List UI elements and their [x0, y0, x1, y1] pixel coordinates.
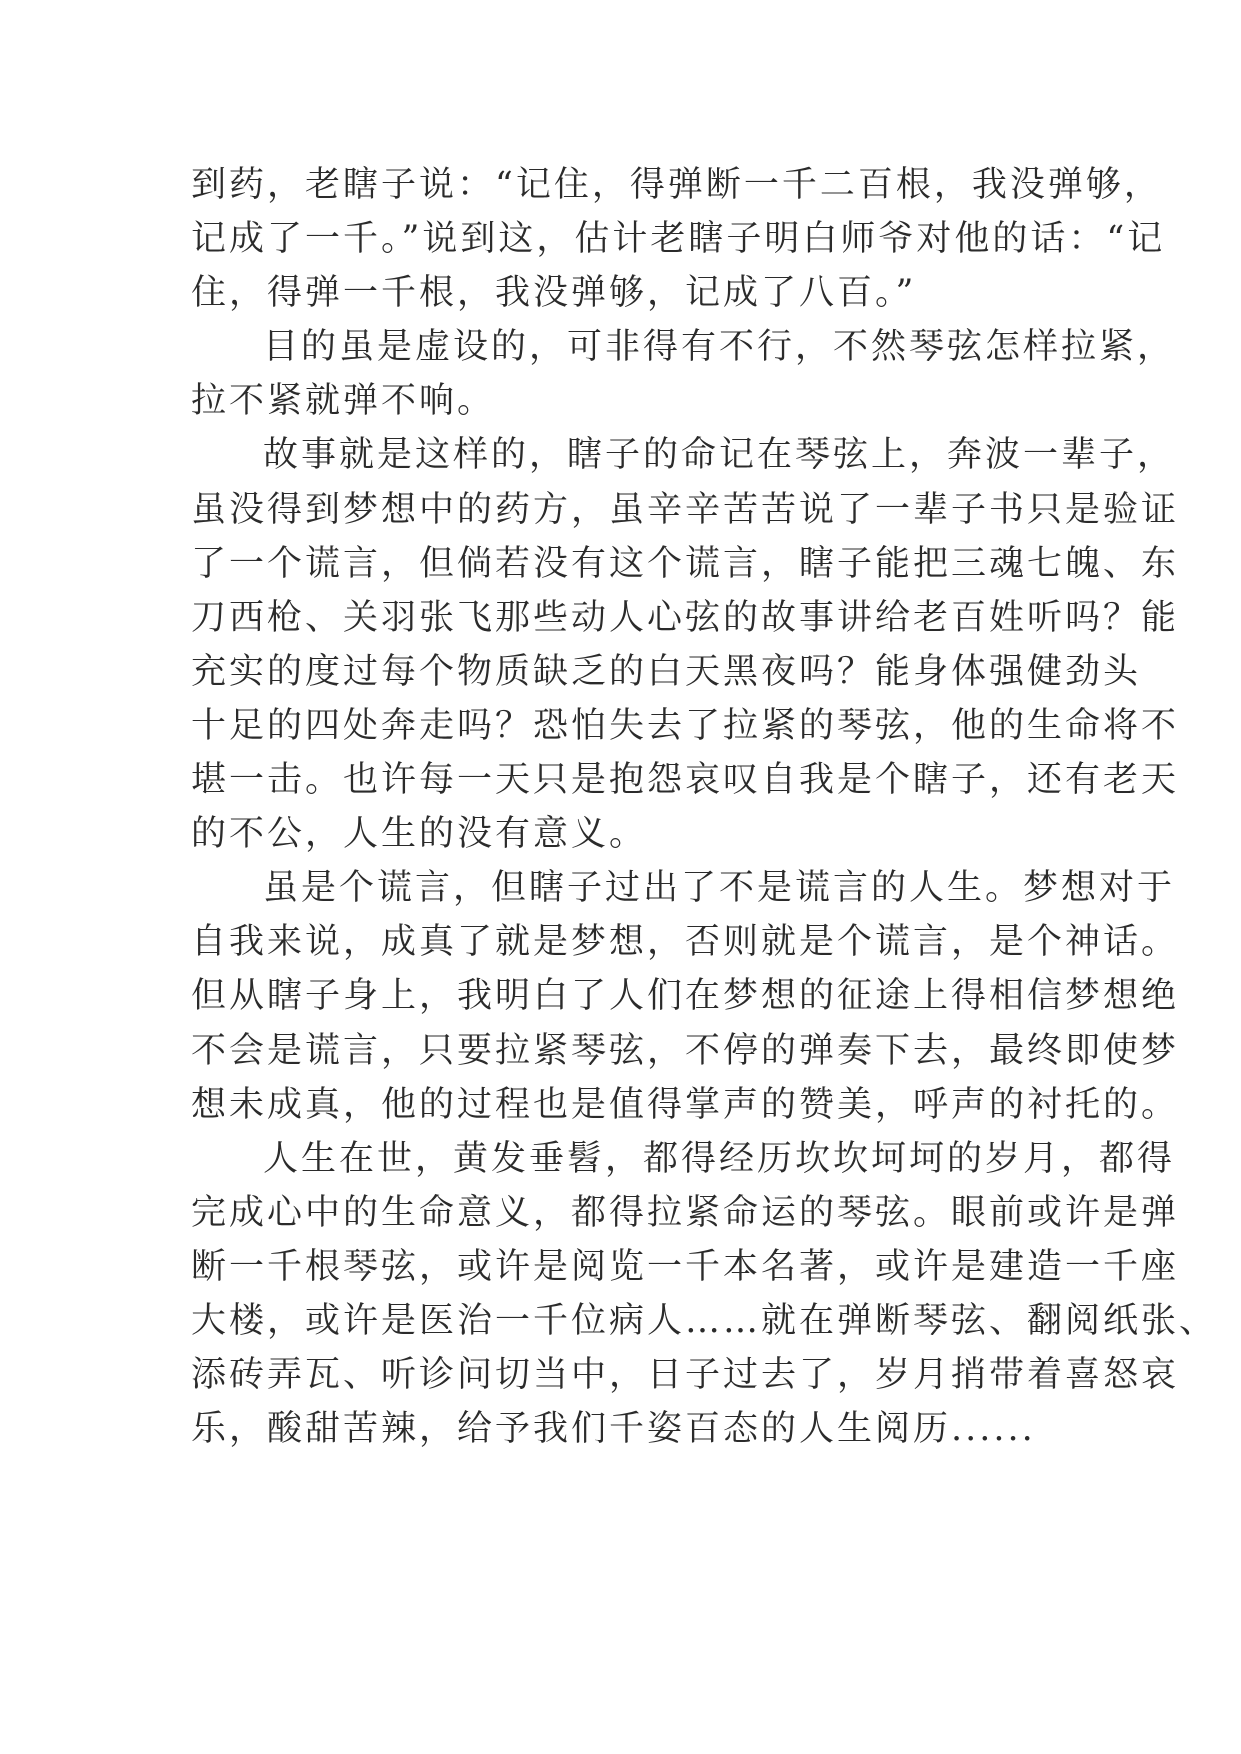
text-line: 堪一击。也许每一天只是抱怨哀叹自我是个瞎子，还有老天 — [191, 760, 1180, 801]
text-line: 完成心中的生命意义，都得拉紧命运的琴弦。眼前或许是弹 — [191, 1192, 1180, 1233]
text-line: 记成了一千。”说到这，估计老瞎子明白师爷对他的话：“记 — [191, 219, 1166, 260]
text-line: 的不公，人生的没有意义。 — [191, 814, 648, 855]
text-line: 十足的四处奔走吗？恐怕失去了拉紧的琴弦，他的生命将不 — [191, 705, 1180, 746]
text-line: 虽没得到梦想中的药方，虽辛辛苦苦说了一辈子书只是验证 — [191, 489, 1180, 530]
text-line: 住，得弹一千根，我没弹够，记成了八百。” — [191, 273, 917, 314]
text-line: 充实的度过每个物质缺乏的白天黑夜吗？能身体强健劲头 — [191, 651, 1142, 692]
text-line: 了一个谎言，但倘若没有这个谎言，瞎子能把三魂七魄、东 — [191, 543, 1180, 584]
text-line: 断一千根琴弦，或许是阅览一千本名著，或许是建造一千座 — [191, 1246, 1180, 1287]
text-line: 想未成真，他的过程也是值得掌声的赞美，呼声的衬托的。 — [191, 1084, 1180, 1125]
paragraph-first-line: 故事就是这样的，瞎子的命记在琴弦上，奔波一辈子， — [263, 435, 1176, 476]
text-line: 添砖弄瓦、听诊问切当中，日子过去了，岁月捎带着喜怒哀 — [191, 1355, 1180, 1396]
text-line: 自我来说，成真了就是梦想，否则就是个谎言，是个神话。 — [191, 922, 1180, 963]
text-line: 大楼，或许是医治一千位病人……就在弹断琴弦、翻阅纸张、 — [191, 1300, 1218, 1341]
paragraph-first-line: 虽是个谎言，但瞎子过出了不是谎言的人生。梦想对于 — [263, 868, 1176, 909]
body-text — [191, 158, 1218, 1456]
text-line: 到药，老瞎子说：“记住，得弹断一千二百根，我没弹够， — [191, 165, 1162, 205]
text-line: 乐，酸甜苦辣，给予我们千姿百态的人生阅历...... — [191, 1409, 1036, 1450]
text-line: 拉不紧就弹不响。 — [191, 381, 496, 422]
text-line: 不会是谎言，只要拉紧琴弦，不停的弹奏下去，最终即使梦 — [191, 1030, 1180, 1071]
paragraph-first-line: 人生在世，黄发垂髫，都得经历坎坎坷坷的岁月，都得 — [263, 1138, 1176, 1179]
text-line: 但从瞎子身上，我明白了人们在梦想的征途上得相信梦想绝 — [191, 976, 1180, 1017]
paragraph-first-line: 目的虽是虚设的，可非得有不行，不然琴弦怎样拉紧， — [263, 327, 1176, 368]
text-line: 刀西枪、关羽张飞那些动人心弦的故事讲给老百姓听吗？能 — [191, 597, 1180, 638]
